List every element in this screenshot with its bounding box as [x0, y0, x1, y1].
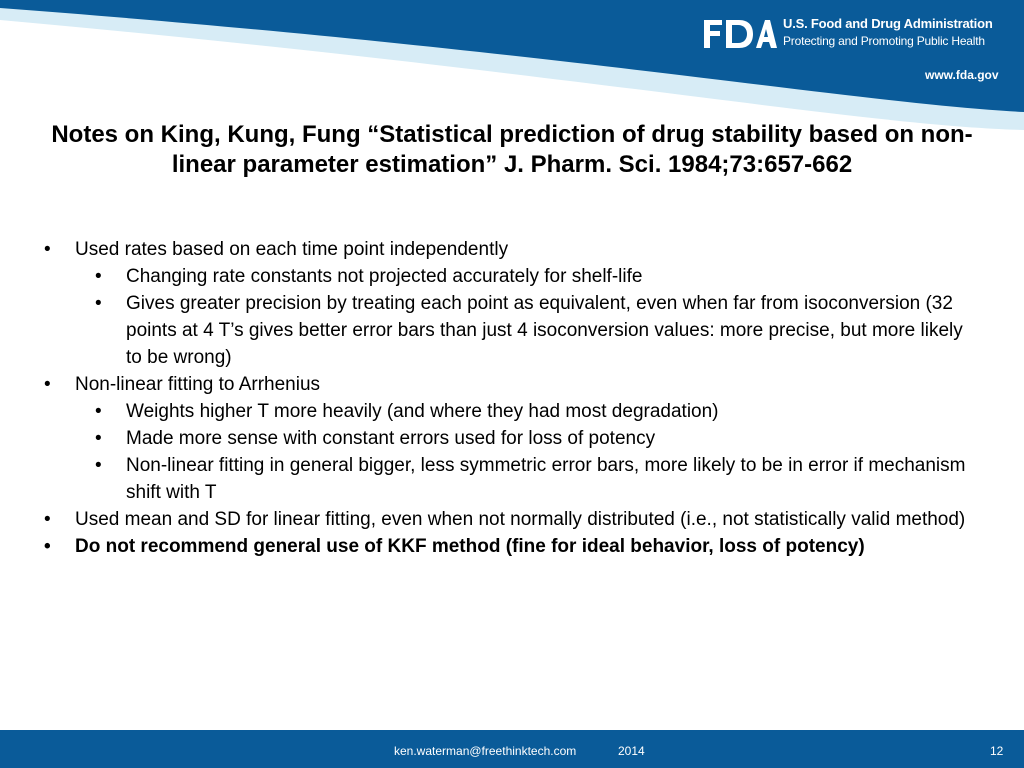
- bullet-item: • Non-linear fitting to Arrhenius: [44, 371, 974, 398]
- agency-name: U.S. Food and Drug Administration: [783, 16, 993, 31]
- bullet-item-recommendation: • Do not recommend general use of KKF method (fine for ideal behavior, loss of potency): [44, 533, 974, 560]
- agency-url: www.fda.gov: [925, 68, 999, 82]
- sub-bullet-item: • Non-linear fitting in general bigger, less symmetric error bars, more likely to be in error if mechanism shift with T: [44, 452, 974, 506]
- fda-logo-icon: [701, 17, 777, 51]
- page-number: 12: [990, 744, 1004, 758]
- sub-bullet-item: • Gives greater precision by treating each point as equivalent, even when far from isoconversion (32 points at 4 T’s gives better error bars than just 4 isoconversion values: more precise, but more likely to be wrong): [44, 290, 974, 371]
- agency-tagline: Protecting and Promoting Public Health: [783, 34, 985, 48]
- bullet-list: [44, 236, 974, 560]
- sub-bullet-item: • Weights higher T more heavily (and where they had most degradation): [44, 398, 974, 425]
- footer-bar: [0, 730, 1024, 768]
- footer-year: 2014: [618, 744, 645, 758]
- footer-email: ken.waterman@freethinktech.com: [394, 744, 577, 758]
- sub-bullet-item: • Changing rate constants not projected accurately for shelf-life: [44, 263, 974, 290]
- sub-bullet-item: • Made more sense with constant errors used for loss of potency: [44, 425, 974, 452]
- bullet-item: • Used mean and SD for linear fitting, even when not normally distributed (i.e., not statistically valid method): [44, 506, 974, 533]
- slide-title: Notes on King, Kung, Fung “Statistical prediction of drug stability based on non-linear parameter estimation” J. Pharm. Sci. 1984;73:657-662: [51, 121, 973, 178]
- bullet-item: • Used rates based on each time point independently: [44, 236, 974, 263]
